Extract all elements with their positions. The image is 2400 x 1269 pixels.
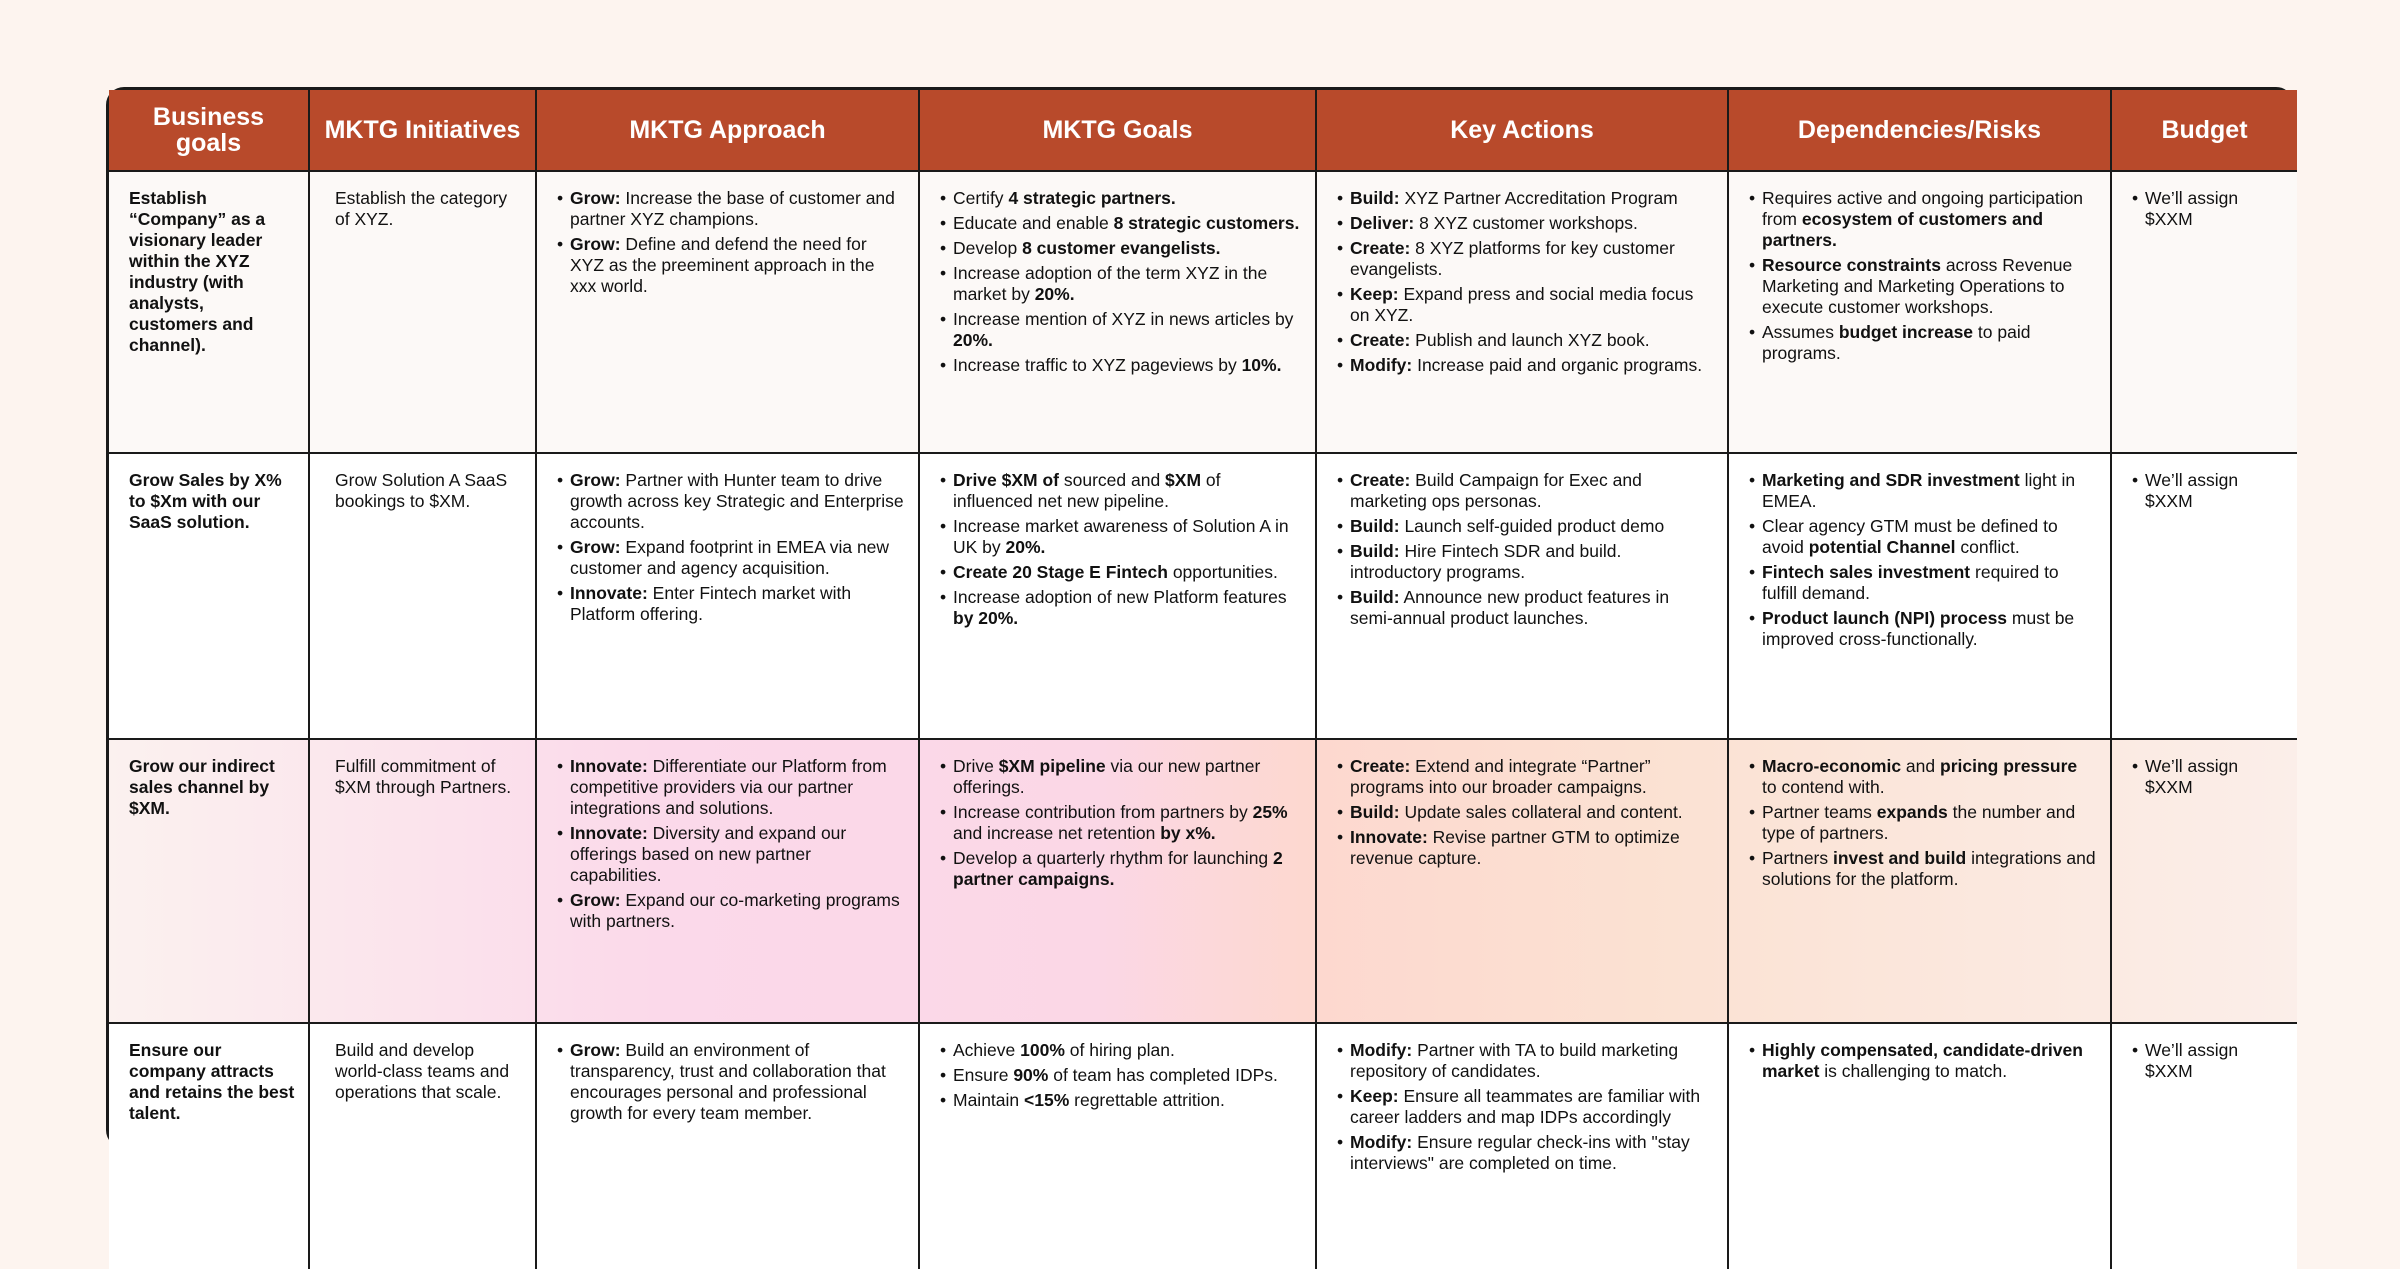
list-item: • Highly compensated, candidate-driven market is challenging to match.: [1749, 1040, 2096, 1082]
list-item: • Increase mention of XYZ in news articles by 20%.: [940, 309, 1301, 351]
approach-list: [557, 1040, 904, 1124]
risks-cell: [1728, 171, 2111, 453]
list-item: • Grow: Increase the base of customer and partner XYZ champions.: [557, 188, 904, 230]
list-item: • Build: Hire Fintech SDR and build. introductory programs.: [1337, 541, 1713, 583]
list-item: • Create: Build Campaign for Exec and marketing ops personas.: [1337, 470, 1713, 512]
list-item: • Increase traffic to XYZ pageviews by 10%.: [940, 355, 1301, 376]
risks-list: [1749, 756, 2096, 890]
list-item: • Requires active and ongoing participation from ecosystem of customers and partners.: [1749, 188, 2096, 251]
list-item: • Create: 8 XYZ platforms for key customer evangelists.: [1337, 238, 1713, 280]
list-item: • Innovate: Differentiate our Platform from competitive providers via our partner integrations and solutions.: [557, 756, 904, 819]
goals-list: [940, 756, 1301, 890]
list-item: • Grow: Define and defend the need for XYZ as the preeminent approach in the xxx world.: [557, 234, 904, 297]
list-item: • Educate and enable 8 strategic customers.: [940, 213, 1301, 234]
list-item: • Build: Announce new product features in semi-annual product launches.: [1337, 587, 1713, 629]
approach-list: [557, 756, 904, 932]
risks-list: [1749, 188, 2096, 364]
risks-cell: [1728, 1023, 2111, 1269]
approach-cell: [536, 739, 919, 1023]
list-item: • Macro-economic and pricing pressure to contend with.: [1749, 756, 2096, 798]
budget-item: • We’ll assign $XXM: [2132, 188, 2283, 230]
list-item: • Increase adoption of the term XYZ in the market by 20%.: [940, 263, 1301, 305]
budget-cell: [2111, 453, 2297, 739]
goals-list: [940, 1040, 1301, 1111]
goals-list: [940, 188, 1301, 376]
budget-item: • We’ll assign $XXM: [2132, 1040, 2283, 1082]
list-item: • Maintain <15% regrettable attrition.: [940, 1090, 1301, 1111]
header-key-actions: Key Actions: [1316, 90, 1728, 171]
header-mktg-initiatives: MKTG Initiatives: [309, 90, 536, 171]
initiative-cell: Establish the category of XYZ.: [309, 171, 536, 453]
list-item: • Fintech sales investment required to fulfill demand.: [1749, 562, 2096, 604]
list-item: • Develop 8 customer evangelists.: [940, 238, 1301, 259]
approach-list: [557, 188, 904, 297]
marketing-strategy-table: [109, 90, 2297, 1269]
list-item: • Innovate: Enter Fintech market with Platform offering.: [557, 583, 904, 625]
actions-cell: [1316, 739, 1728, 1023]
table-row: [109, 171, 2297, 453]
business-goal-cell: Grow Sales by X% to $Xm with our SaaS solution.: [109, 453, 309, 739]
actions-list: [1337, 1040, 1713, 1174]
business-goal-cell: Ensure our company attracts and retains the best talent.: [109, 1023, 309, 1269]
approach-cell: [536, 1023, 919, 1269]
list-item: • Create 20 Stage E Fintech opportunities.: [940, 562, 1301, 583]
initiative-cell: Build and develop world-class teams and operations that scale.: [309, 1023, 536, 1269]
actions-list: [1337, 756, 1713, 869]
header-mktg-approach: MKTG Approach: [536, 90, 919, 171]
list-item: • Create: Publish and launch XYZ book.: [1337, 330, 1713, 351]
header-mktg-goals: MKTG Goals: [919, 90, 1316, 171]
list-item: • Grow: Expand footprint in EMEA via new customer and agency acquisition.: [557, 537, 904, 579]
budget-cell: [2111, 171, 2297, 453]
list-item: • Clear agency GTM must be defined to avoid potential Channel conflict.: [1749, 516, 2096, 558]
list-item: • Grow: Build an environment of transparency, trust and collaboration that encourages personal and professional growth for every team member.: [557, 1040, 904, 1124]
list-item: • Partner teams expands the number and type of partners.: [1749, 802, 2096, 844]
header-dependencies-risks: Dependencies/Risks: [1728, 90, 2111, 171]
list-item: • Increase market awareness of Solution A in UK by 20%.: [940, 516, 1301, 558]
initiative-cell: Fulfill commitment of $XM through Partners.: [309, 739, 536, 1023]
strategy-table-container: [106, 87, 2294, 1173]
list-item: • Grow: Expand our co-marketing programs with partners.: [557, 890, 904, 932]
goals-cell: [919, 1023, 1316, 1269]
list-item: • Drive $XM pipeline via our new partner offerings.: [940, 756, 1301, 798]
actions-cell: [1316, 171, 1728, 453]
list-item: • Modify: Partner with TA to build marketing repository of candidates.: [1337, 1040, 1713, 1082]
list-item: • Develop a quarterly rhythm for launching 2 partner campaigns.: [940, 848, 1301, 890]
budget-item: • We’ll assign $XXM: [2132, 756, 2283, 798]
list-item: • Achieve 100% of hiring plan.: [940, 1040, 1301, 1061]
budget-item: • We’ll assign $XXM: [2132, 470, 2283, 512]
list-item: • Deliver: 8 XYZ customer workshops.: [1337, 213, 1713, 234]
list-item: • Increase adoption of new Platform features by 20%.: [940, 587, 1301, 629]
goals-cell: [919, 739, 1316, 1023]
table-row: [109, 739, 2297, 1023]
list-item: • Keep: Expand press and social media focus on XYZ.: [1337, 284, 1713, 326]
risks-list: [1749, 1040, 2096, 1082]
goals-cell: [919, 453, 1316, 739]
list-item: • Build: Update sales collateral and content.: [1337, 802, 1713, 823]
approach-cell: [536, 171, 919, 453]
header-business-goals: Business goals: [109, 90, 309, 171]
goals-cell: [919, 171, 1316, 453]
list-item: • Build: XYZ Partner Accreditation Program: [1337, 188, 1713, 209]
list-item: • Increase contribution from partners by 25% and increase net retention by x%.: [940, 802, 1301, 844]
budget-cell: [2111, 1023, 2297, 1269]
actions-cell: [1316, 1023, 1728, 1269]
list-item: • Drive $XM of sourced and $XM of influenced net new pipeline.: [940, 470, 1301, 512]
header-row: [109, 90, 2297, 171]
list-item: • Certify 4 strategic partners.: [940, 188, 1301, 209]
actions-list: [1337, 188, 1713, 376]
actions-cell: [1316, 453, 1728, 739]
table-row: [109, 453, 2297, 739]
approach-cell: [536, 453, 919, 739]
list-item: • Modify: Increase paid and organic programs.: [1337, 355, 1713, 376]
list-item: • Innovate: Diversity and expand our offerings based on new partner capabilities.: [557, 823, 904, 886]
budget-cell: [2111, 739, 2297, 1023]
list-item: • Innovate: Revise partner GTM to optimize revenue capture.: [1337, 827, 1713, 869]
list-item: • Ensure 90% of team has completed IDPs.: [940, 1065, 1301, 1086]
actions-list: [1337, 470, 1713, 629]
list-item: • Product launch (NPI) process must be improved cross-functionally.: [1749, 608, 2096, 650]
business-goal-cell: Grow our indirect sales channel by $XM.: [109, 739, 309, 1023]
list-item: • Create: Extend and integrate “Partner” programs into our broader campaigns.: [1337, 756, 1713, 798]
risks-cell: [1728, 739, 2111, 1023]
list-item: • Resource constraints across Revenue Marketing and Marketing Operations to execute customer workshops.: [1749, 255, 2096, 318]
list-item: • Grow: Partner with Hunter team to drive growth across key Strategic and Enterprise accounts.: [557, 470, 904, 533]
table-row: [109, 1023, 2297, 1269]
list-item: • Build: Launch self-guided product demo: [1337, 516, 1713, 537]
list-item: • Keep: Ensure all teammates are familiar with career ladders and map IDPs accordingly: [1337, 1086, 1713, 1128]
list-item: • Assumes budget increase to paid programs.: [1749, 322, 2096, 364]
business-goal-cell: Establish “Company” as a visionary leader within the XYZ industry (with analysts, customers and channel).: [109, 171, 309, 453]
goals-list: [940, 470, 1301, 629]
list-item: • Partners invest and build integrations and solutions for the platform.: [1749, 848, 2096, 890]
risks-list: [1749, 470, 2096, 650]
list-item: • Modify: Ensure regular check-ins with "stay interviews" are completed on time.: [1337, 1132, 1713, 1174]
initiative-cell: Grow Solution A SaaS bookings to $XM.: [309, 453, 536, 739]
list-item: • Marketing and SDR investment light in EMEA.: [1749, 470, 2096, 512]
risks-cell: [1728, 453, 2111, 739]
header-budget: Budget: [2111, 90, 2297, 171]
approach-list: [557, 470, 904, 625]
